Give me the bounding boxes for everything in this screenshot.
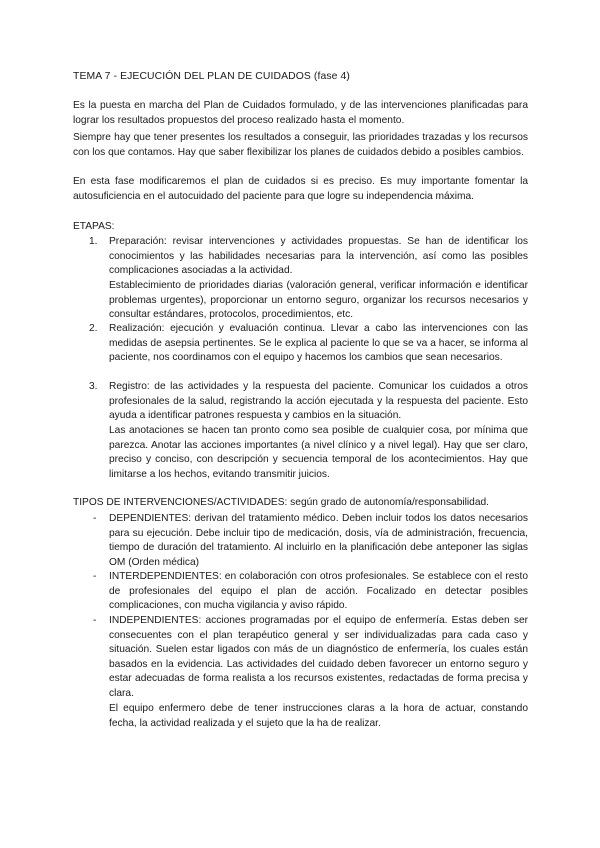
item-number: 1. <box>89 236 98 247</box>
intro-paragraph-3: En esta fase modificaremos el plan de cuidados si es preciso. Es muy importante fomentar la autosuficiencia en el autocuidado del paciente para que logre su independencia máxima. <box>73 176 528 202</box>
item-paragraph: Realización: ejecución y evaluación continua. Llevar a cabo las intervenciones con las medidas de asepsia pertinentes. Se le explica al paciente lo que se va a hacer, se informa al paciente, nos coordinamos con el equipo y hacemos los cambios que sean necesarios. <box>109 323 528 364</box>
item-paragraph: Las anotaciones se hacen tan pronto como sea posible de cualquier cosa, por mínima que parezca. Anotar las acciones importantes (a nivel clínico y a nivel legal). Hay que ser claro, preciso y conciso, con descripción y secuencia temporal de los acontecimientos. Hay que limitarse a los hechos, evitando transmitir juicios. <box>109 425 528 480</box>
item-paragraph: INDEPENDIENTES: acciones programadas por el equipo de enfermería. Estas deben ser consecuentes con el plan terapéutico general y ser individualizadas para cada caso y situación. Suelen estar ligados con más de un diagnóstico de enfermería, los cuales están basados en la evidencia. Las actividades del cuidado deben favorecer un entorno seguro y estar adecuadas de forma realista a los recursos existentes, redactadas de forma precisa y clara. <box>109 615 528 699</box>
item-paragraph: Preparación: revisar intervenciones y actividades propuestas. Se han de identificar los conocimientos y las habilidades necesarias para la intervención, así como las posibles complicaciones asociadas a la actividad. <box>109 236 528 277</box>
tipos-heading: TIPOS DE INTERVENCIONES/ACTIVIDADES: según grado de autonomía/responsabilidad. <box>73 497 489 508</box>
intro-paragraph-2: Siempre hay que tener presentes los resultados a conseguir, las prioridades trazadas y los recursos con los que contamos. Hay que saber flexibilizar los planes de cuidados debido a posibles cambios. <box>73 132 528 158</box>
item-paragraph: INTERDEPENDIENTES: en colaboración con otros profesionales. Se establece con el resto de profesionales del equipo el plan de acción. Focalizado en detectar posibles complicaciones, con mucha vigilancia y aviso rápido. <box>109 571 528 612</box>
item-paragraph: DEPENDIENTES: derivan del tratamiento médico. Deben incluir todos los datos necesarios para su ejecución. Debe incluir tipo de medicación, dosis, vía de administración, frecuencia, tiempo de duración del tratamiento. Al incluirlo en la planificación debe anteponer las siglas OM (Orden médica) <box>109 513 528 568</box>
item-paragraph: Establecimiento de prioridades diarias (valoración general, verificar información e identificar problemas urgentes), proporcionar un entorno seguro, organizar los recursos necesarios y consultar estándares, protocolos, procedimientos, etc. <box>109 280 528 321</box>
page-title: TEMA 7 - EJECUCIÓN DEL PLAN DE CUIDADOS (fase 4) <box>73 71 350 82</box>
item-paragraph: El equipo enfermero debe de tener instrucciones claras a la hora de actuar, constando fecha, la actividad realizada y el sujeto que la ha de realizar. <box>109 703 528 729</box>
item-number: 2. <box>89 323 98 334</box>
bullet: - <box>93 513 97 524</box>
item-paragraph: Registro: de las actividades y la respuesta del paciente. Comunicar los cuidados a otros profesionales de la salud, registrando la acción ejecutada y la respuesta del paciente. Esto ayuda a identificar patrones respuesta y cambios en la situación. <box>109 381 528 422</box>
bullet: - <box>93 571 97 582</box>
item-number: 3. <box>89 381 98 392</box>
etapas-heading: ETAPAS: <box>73 221 115 232</box>
bullet: - <box>93 615 97 626</box>
intro-paragraph-1: Es la puesta en marcha del Plan de Cuidados formulado, y de las intervenciones planificadas para lograr los resultados propuestos del proceso realizado hasta el momento. <box>73 100 528 126</box>
